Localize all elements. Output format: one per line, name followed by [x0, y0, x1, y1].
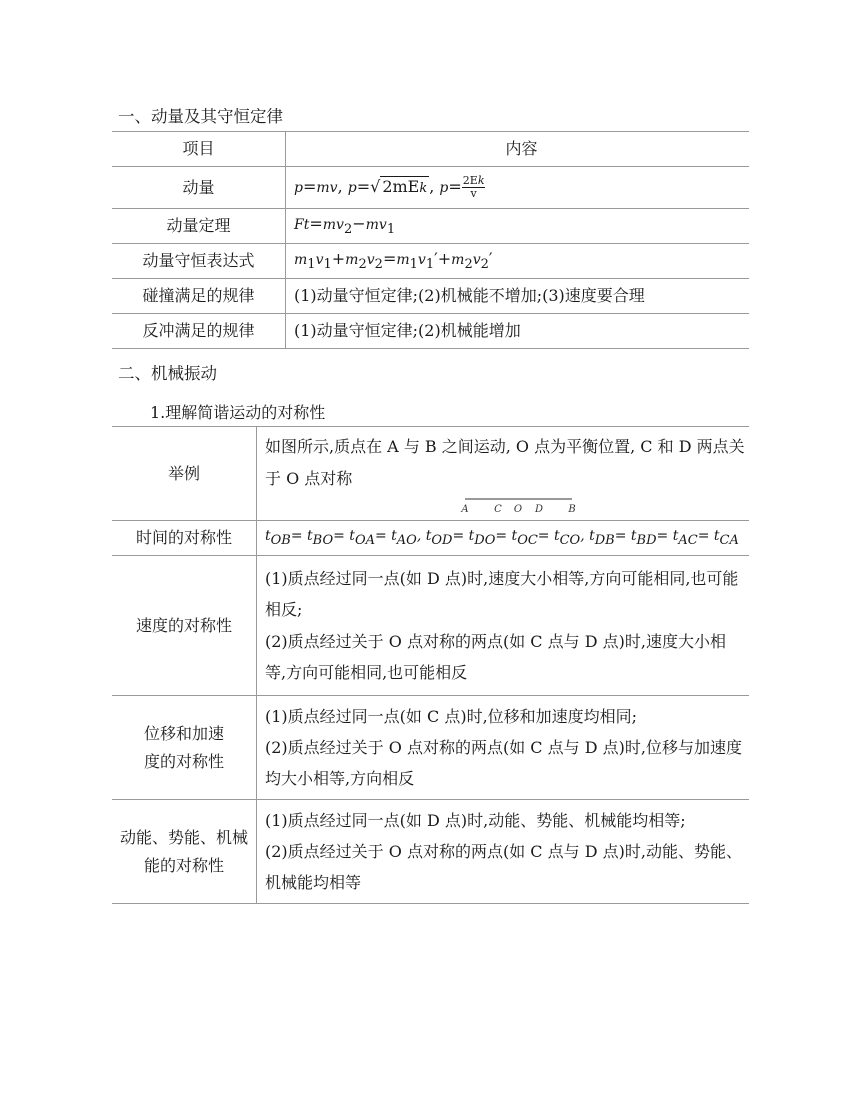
- section2-title: 二、机械振动: [118, 364, 217, 383]
- figure-label-c: C: [494, 503, 502, 515]
- row-content-time: $t_{OB}= t_{BO}= t_{OA}= t_{AO}$, $t_{OD}= t_{DO}= t_{OC}= t_{CO}$, $t_{DB}= t_{BD}= t_{AC}= t_{CA}$: [257, 521, 750, 556]
- row-item: 碰撞满足的规律: [112, 279, 286, 314]
- row-content: (1)动量守恒定律;(2)机械能增加: [286, 314, 750, 349]
- figure-label-d: D: [534, 503, 544, 515]
- table-row: [112, 556, 749, 696]
- row-item: 动能、势能、机械能的对称性: [112, 800, 257, 904]
- table-row: [112, 314, 749, 349]
- row-item: 动量守恒表达式: [112, 244, 286, 279]
- symmetry-table: [112, 426, 749, 904]
- header-item: 项目: [112, 132, 286, 167]
- row-content-conservation: $m_1v_1+m_2v_2=m_1v_1'+m_2v_2'$: [286, 244, 750, 279]
- figure-label-a: A: [461, 503, 469, 515]
- row-item: 动量定理: [112, 209, 286, 244]
- momentum-table: [112, 131, 749, 349]
- section1-title: 一、动量及其守恒定律: [118, 107, 283, 126]
- table-row: [112, 800, 749, 904]
- axis-figure: [265, 494, 745, 516]
- table-row: [112, 209, 749, 244]
- row-item: 反冲满足的规律: [112, 314, 286, 349]
- table-row: [112, 167, 749, 209]
- table-header-row: [112, 132, 749, 167]
- row-content-example: [257, 427, 750, 521]
- table-row: [112, 244, 749, 279]
- section2-subtitle: 1.理解简谐运动的对称性: [150, 403, 326, 422]
- figure-label-b: B: [568, 503, 576, 515]
- row-content: (1)质点经过同一点(如 D 点)时,动能、势能、机械能均相等; (2)质点经过关于 O 点对称的两点(如 C 点与 D 点)时,动能、势能、机械能均相等: [257, 800, 750, 904]
- row-item: 速度的对称性: [112, 556, 257, 696]
- table-row: [112, 521, 749, 556]
- header-content: 内容: [286, 132, 750, 167]
- example-text: 如图所示,质点在 A 与 B 之间运动, O 点为平衡位置, C 和 D 两点关于 O 点对称: [265, 437, 745, 488]
- table-row: [112, 279, 749, 314]
- row-content-impulse: $Ft=mv_2-mv_1$: [286, 209, 750, 244]
- table-row: [112, 696, 749, 800]
- row-content-momentum: p=mv, p=√ 2mEk , p= $\frac{2Ek}{v}$: [286, 167, 750, 209]
- table-row: [112, 427, 749, 521]
- figure-label-o: O: [513, 503, 523, 515]
- row-content: (1)质点经过同一点(如 C 点)时,位移和加速度均相同; (2)质点经过关于 O 点对称的两点(如 C 点与 D 点)时,位移与加速度均大小相等,方向相反: [257, 696, 750, 800]
- row-content: (1)动量守恒定律;(2)机械能不增加;(3)速度要合理: [286, 279, 750, 314]
- row-item: 位移和加速度的对称性: [112, 696, 257, 800]
- row-item: 举例: [112, 427, 257, 521]
- row-item: 时间的对称性: [112, 521, 257, 556]
- row-content: (1)质点经过同一点(如 D 点)时,速度大小相等,方向可能相同,也可能相反; (2)质点经过关于 O 点对称的两点(如 C 点与 D 点)时,速度大小相等,方向可能相同,也可能相反: [257, 556, 750, 696]
- row-item: 动量: [112, 167, 286, 209]
